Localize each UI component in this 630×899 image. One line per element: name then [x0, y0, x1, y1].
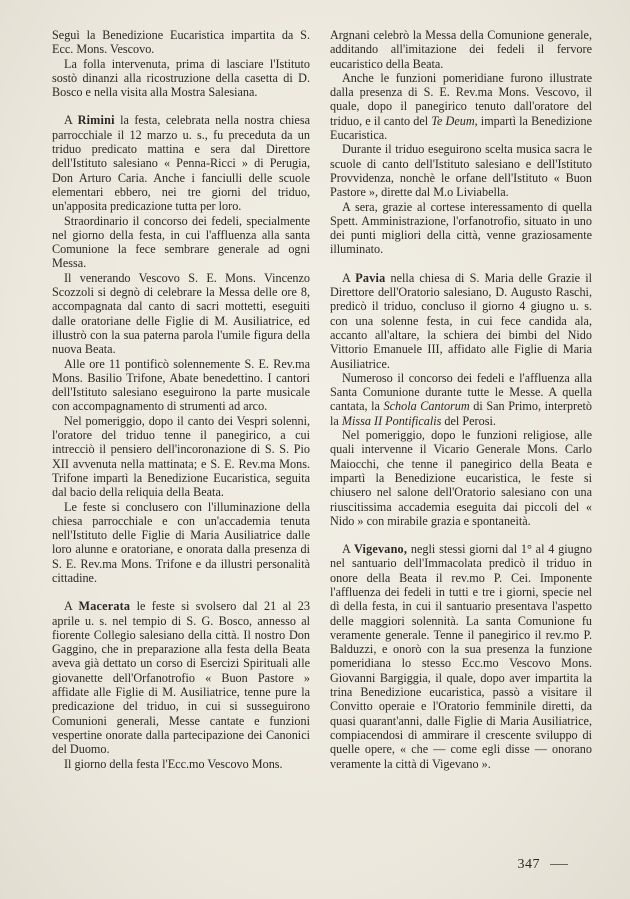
place-name-vigevano: Vigevano,: [353, 542, 408, 557]
paragraph: Nel pomeriggio, dopo le funzioni religiose, alle quali intervenne il Vicario Generale Mons. Carlo Maiocchi, che tenne il panegirico della Beata e impartì la Benedizione eucaristica, le feste si chiusero nel salone dell'Oratorio salesiano con una riuscitissima accademia eseguita dai piccoli del « Nido » con mirabile grazia e spontaneità.: [330, 428, 592, 528]
paragraph: La folla intervenuta, prima di lasciare l'Istituto sostò dinanzi alla ricostruzione della casetta di D. Bosco e nella visita alla Mostra Salesiana.: [52, 56, 310, 100]
paragraph: Le feste si conclusero con l'illuminazione della chiesa parrocchiale e con un'accademia tenuta nell'Istituto delle Figlie di Maria Ausiliatrice dalle loro alunne e oratoriane, e onorata dalla presenza di S. E. Rev.ma Mons. Trifone e da illustri personalità cittadine.: [52, 499, 310, 585]
paragraph: Durante il triduo eseguirono scelta musica sacra le scuole di canto dell'Istituto salesiano e dell'Istituto Provvidenza, nonchè le orfane dell'Istituto « Buon Pastore », dirette dal M.o Liviabella.: [330, 142, 592, 200]
paragraph: A sera, grazie al cortese interessamento di quella Spett. Amministrazione, l'orfanotrofio, situato in uno dei punti migliori della città, venne graziosamente illuminato.: [330, 199, 592, 257]
paragraph: Alle ore 11 pontificò solennemente S. E. Rev.ma Mons. Basilio Trifone, Abate benedettino. I cantori dell'Istituto salesiano eseguirono la parte musicale con accompagnamento di strumenti ad arco.: [52, 356, 310, 414]
macerata-section-lead: A Macerata le feste si svolsero dal 21 al 23 aprile u. s. nel tempio di S. G. Bosco, annesso al fiorente Collegio salesiano della città. Il nostro Don Gaggino, che in preparazione alla festa della Beata aveva già dettato un corso di Esercizi Spirituali alle giovanette dell'Orfanotrofio « Buon Pastore » affidate alle Figlie di M. Ausiliatrice, tenne pure la predicazione del triduo, in cui si susseguirono Comunioni generali, Messe cantate e funzioni vespertine onorate dalla partecipazione dei Canonici del Duomo.: [52, 599, 310, 757]
paragraph: Numeroso il concorso dei fedeli e l'affluenza alla Santa Comunione durante tutte le Messe. A quella cantata, la Schola Cantorum di San Primo, interpretò la Missa II Pontificalis del Perosi.: [330, 370, 592, 428]
left-column: [52, 28, 310, 771]
place-name-pavia: Pavia: [355, 270, 386, 285]
place-name-rimini: Rimini: [77, 113, 115, 128]
paragraph: Anche le funzioni pomeridiane furono illustrate dalla presenza di S. E. Rev.ma Mons. Vescovo, il quale, dopo il panegirico tenuto dall'oratore del triduo, e il canto del Te Deum, impartì la Benedizione Eucaristica.: [330, 70, 592, 143]
rimini-section-lead: A Rimini la festa, celebrata nella nostra chiesa parrocchiale il 12 marzo u. s., fu preceduta da un triduo predicato mattina e sera dal Direttore dell'Istituto salesiano « Penna-Ricci » di Perugia, Don Arturo Caria. Anche i fanciulli delle scuole elementari ebbero, nei tre giorni del triduo, un'apposita predicazione tutta per loro.: [52, 113, 310, 214]
pavia-section-lead: A Pavia nella chiesa di S. Maria delle Grazie il Direttore dell'Oratorio salesiano, D. Augusto Raschi, predicò il triduo, concluso il giorno 4 giugno u. s. con una solenne festa, in cui fece candida ala, accanto all'altare, la schiera dei bimbi del Nido Vittorio Emanuele III, affidato alle Figlie di Maria Ausiliatrice.: [330, 270, 592, 371]
paragraph: Nel pomeriggio, dopo il canto dei Vespri solenni, l'oratore del triduo tenne il panegirico, a cui intrecciò il pensiero dell'incoronazione di S. S. Pio XII avvenuta nella mattinata; e S. E. Rev.ma Mons. Trifone impartì la Benedizione Eucaristica, seguita dal bacio della reliquia della Beata.: [52, 413, 310, 500]
paragraph: Il venerando Vescovo S. E. Mons. Vincenzo Scozzoli si degnò di celebrare la Messa delle ore 8, accompagnata dal canto di sacri mottetti, eseguiti dalle oratoriane delle Figlie di M. Ausiliatrice, ed illustrò con la sua paterna parola l'umile figura della nuova Beata.: [52, 270, 310, 357]
paragraph: Il giorno della festa l'Ecc.mo Vescovo Mons.: [64, 756, 283, 771]
place-name-macerata: Macerata: [78, 599, 131, 614]
right-column: [330, 28, 592, 771]
vigevano-section-lead: A Vigevano, negli stessi giorni dal 1° al 4 giugno nel santuario dell'Immacolata predicò il triduo in onore della Beata il rev.mo P. Cei. Imponente l'affluenza dei fedeli in tutti e tre i giorni, specie nel dì della festa, in cui il santuario presentava l'aspetto delle maggiori solennità. La santa Comunione fu veramente generale. Tenne il panegirico il rev.mo P. Balduzzi, e onorò con la sua presenza la funzione pomeridiana lo stesso Ecc.mo Vescovo Mons. Giovanni Bargiggia, il quale, dopo aver impartita la trina Benedizione eucaristica, passò a visitare il Convitto operaie e l'Oratorio femminile diretti, da quasi quarant'anni, dalle Figlie di Maria Ausiliatrice, compiacendosi di ammirare il crescente sviluppo di quelle opere, « che — come egli disse — onorano veramente la città di Vigevano ».: [330, 542, 593, 771]
paragraph: Argnani celebrò la Messa della Comunione generale, additando all'imitazione dei fedeli il fervore eucaristico della Beata.: [330, 28, 592, 71]
paragraph: Straordinario il concorso dei fedeli, specialmente nel giorno della festa, in cui l'affluenza alla santa Comunione la fece sembrare generale ad ogni Messa.: [52, 213, 310, 271]
paragraph: Seguì la Benedizione Eucaristica impartita da S. Ecc. Mons. Vescovo.: [52, 28, 310, 57]
page-number: 347: [518, 857, 569, 873]
